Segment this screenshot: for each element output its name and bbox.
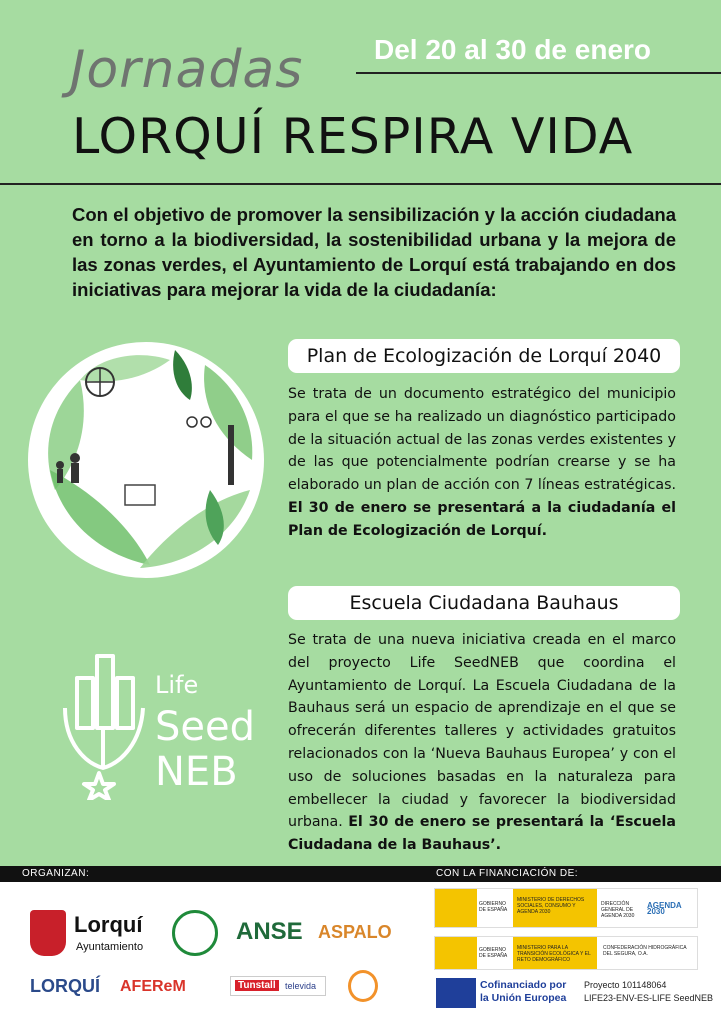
logo-life-text: Life (155, 671, 199, 699)
proyecto-number: Proyecto 101148064 (584, 980, 667, 990)
runner-logo-icon (348, 970, 378, 1002)
plan-ecologizacion-text (288, 383, 676, 543)
lorqui-logo-text: Lorquí (74, 912, 143, 937)
main-title: LORQUÍ RESPIRA VIDA (72, 108, 634, 165)
plan-body: Se trata de un documento estratégico del municipio para el que se ha realizado un diagnóstico participado de la situación actual de las zonas verdes existentes y de las que potencialmente podrían crearse y se ha elaborado un plan de acción con 7 líneas estratégicas. (288, 386, 676, 494)
confederacion-text: CONFEDERACIÓN HIDROGRÁFICA DEL SEGURA, O.A. (603, 945, 687, 957)
financiacion-label: CON LA FINANCIACIÓN DE: (436, 868, 579, 879)
jornadas-title: Jornadas (70, 40, 304, 100)
cofinanciado-text: Cofinanciado por la Unión Europea (480, 979, 567, 1004)
organizan-label: ORGANIZAN: (22, 868, 90, 879)
proyecto-code: LIFE23-ENV-ES-LIFE SeedNEB (584, 993, 714, 1003)
aspalo-logo-text: ASPALO (318, 922, 392, 942)
direccion-text: DIRECCIÓN GENERAL DE AGENDA 2030 (601, 901, 635, 919)
intro-paragraph: Con el objetivo de promover la sensibilización y la acción ciudadana en torno a la biodiversidad, la sostenibilidad urbana y la mejora de las zonas verdes, el Ayuntamiento de Lorquí está trabajando en dos iniciativas para mejorar la vida de la ciudadanía: (72, 204, 676, 300)
association-seal-icon (172, 910, 218, 956)
ministerio2-text: MINISTERIO PARA LA TRANSICIÓN ECOLÓGICA Y EL RETO DEMOGRÁFICO (517, 945, 591, 963)
lorqui-crest-icon (30, 910, 66, 956)
logo-seed-text: Seed (155, 704, 255, 750)
gobierno-text-1: GOBIERNO DE ESPAÑA (479, 901, 508, 913)
afarem-logo-text: AFERеM (120, 978, 186, 995)
logo-neb-text: NEB (155, 749, 238, 795)
escuela-highlight: El 30 de enero se presentará la ‘Escuela Ciudadana de la Bauhaus’. (288, 814, 676, 854)
anse-logo-text: ANSE (236, 918, 303, 945)
ministerio-derechos-sociales-logo (434, 888, 698, 928)
footer-label-bar (0, 866, 721, 882)
tunstall-logo (230, 976, 326, 996)
televida-text: televida (285, 981, 317, 991)
eu-flag-icon (436, 978, 476, 1008)
plan-highlight: El 30 de enero se presentará a la ciudadanía el Plan de Ecologización de Lorquí. (288, 499, 676, 539)
ayuntamiento-text: Ayuntamiento (76, 941, 144, 953)
header-rule-right (356, 72, 721, 74)
escuela-bauhaus-text (288, 629, 676, 857)
tunstall-text: Tunstall (235, 980, 279, 991)
escuela-bauhaus-heading: Escuela Ciudadana Bauhaus (288, 586, 680, 620)
plan-ecologizacion-heading: Plan de Ecologización de Lorquí 2040 (288, 339, 680, 373)
ecology-circle-illustration (20, 340, 272, 580)
life-seedneb-logo (55, 648, 255, 800)
date-label: Del 20 al 30 de enero (374, 34, 652, 65)
agenda-2030-text: AGENDA 2030 (647, 901, 682, 916)
ministerio1-text: MINISTERIO DE DERECHOS SOCIALES, CONSUMO Y AGENDA 2030 (517, 897, 585, 915)
gobierno-text-2: GOBIERNO DE ESPAÑA (479, 947, 508, 959)
ministerio-transicion-logo (434, 936, 698, 970)
header-rule-full (0, 183, 721, 185)
lorqui-association-text: LORQUÍ (30, 976, 100, 996)
escuela-body: Se trata de una nueva iniciativa creada en el marco del proyecto Life SeedNEB que coordina el Ayuntamiento de Lorquí. La Escuela Ciudadana de la Bauhaus será un espacio de aprendizaje en el que se ofrecerán diferentes talleres y actividades gratuitos relacionados con la ‘Nueva Bauhaus Europea’ y con el uso de soluciones basadas en la naturaleza para embellecer la ciudad y favorecer la biodiversidad urbana. (288, 632, 676, 831)
